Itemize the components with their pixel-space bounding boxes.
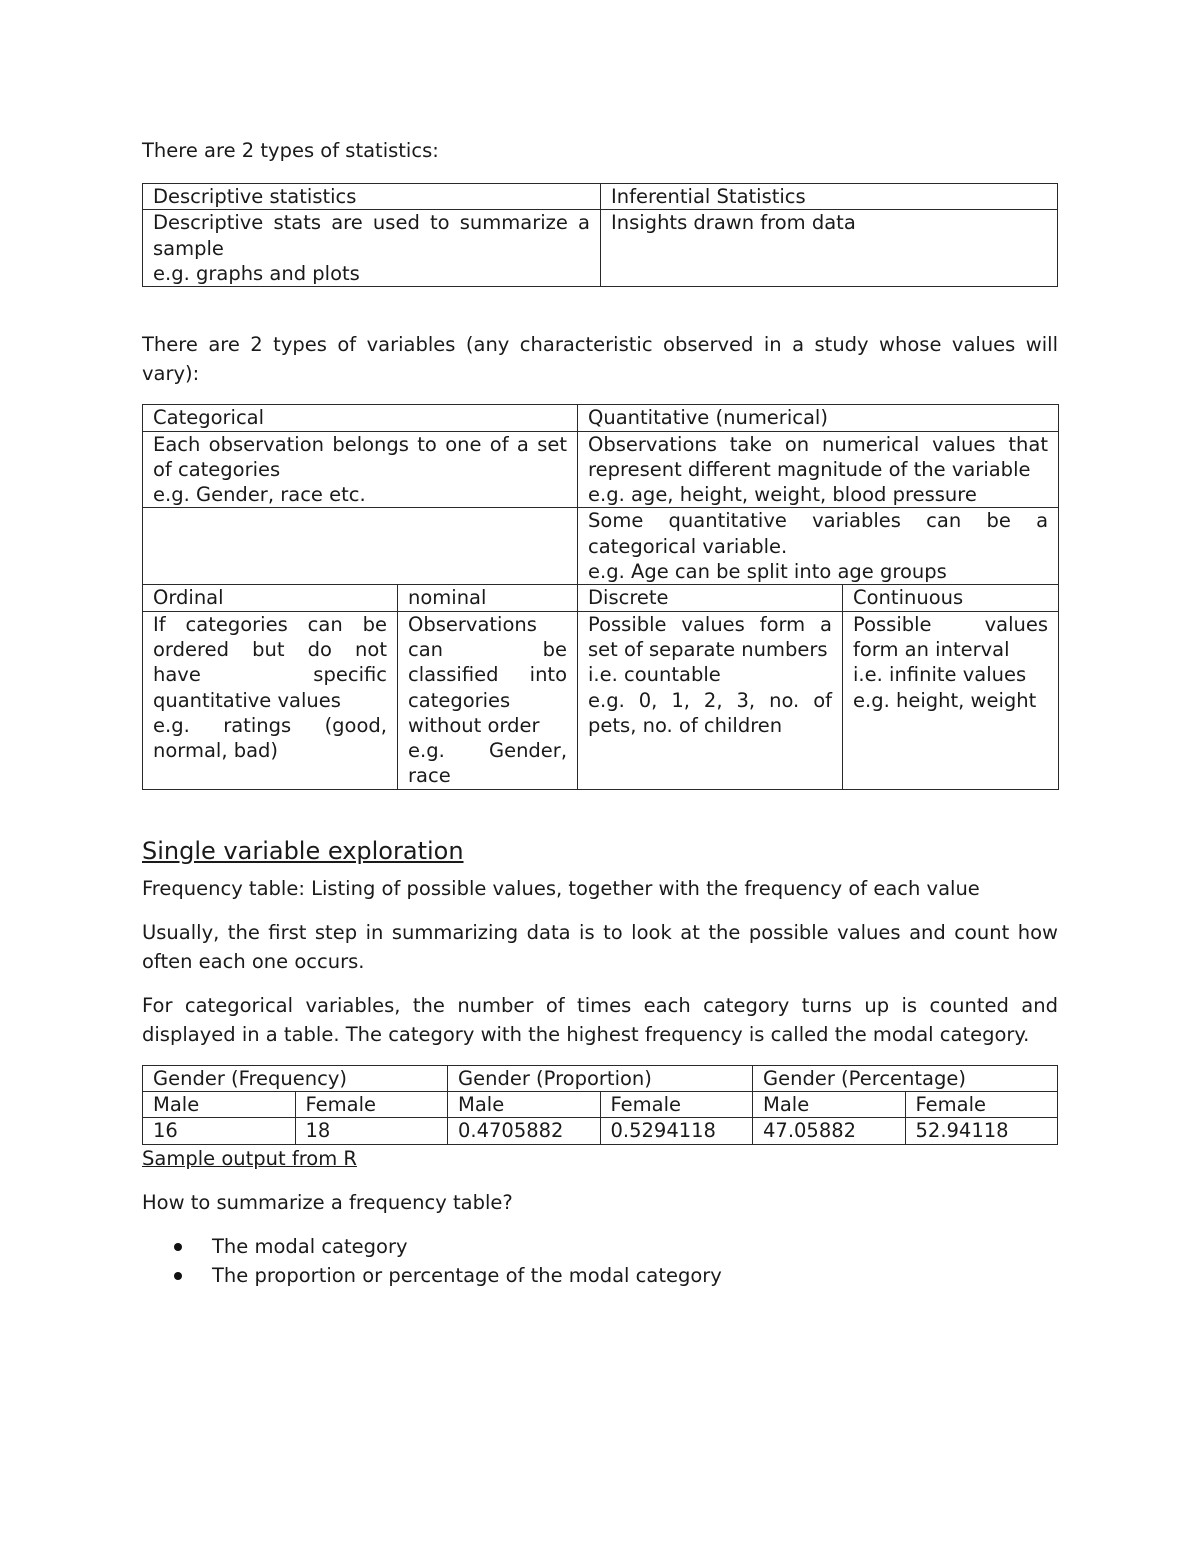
table-row [143,184,1058,210]
table-caption: Sample output from R [142,1146,357,1170]
descriptive-desc: Descriptive stats are used to summarize a sample [153,211,590,260]
table-header-categorical: Categorical [143,405,578,431]
quantitative-note-example: e.g. Age can be split into age groups [588,560,947,584]
table-cell-empty [143,508,578,585]
list-item-text: The modal category [212,1234,408,1258]
ordinal-example: e.g. ratings (good, normal, bad) [153,713,387,763]
table-row [143,210,1058,287]
descriptive-example: e.g. graphs and plots [153,261,360,285]
table-header-percentage: Gender (Percentage) [753,1065,1058,1091]
list-item-text: The proportion or percentage of the modal category [212,1263,722,1287]
table-subheader: Male [143,1092,296,1118]
table-row [143,585,1059,611]
table-row [143,1118,1058,1144]
intro-variables: There are 2 types of variables (any characteristic observed in a study whose values will vary): [142,333,1058,386]
table-header-discrete: Discrete [578,585,843,611]
table-row [143,611,1059,789]
inferential-desc: Insights drawn from data [611,211,856,235]
gender-frequency-table [142,1065,1058,1145]
table-cell-ordinal [143,611,398,789]
discrete-ie: i.e. countable [588,663,721,687]
table-cell-continuous [843,611,1059,789]
table-cell-discrete [578,611,843,789]
table-header-continuous: Continuous [843,585,1059,611]
variable-types-table [142,404,1059,789]
quantitative-example: e.g. age, height, weight, blood pressure [588,483,977,507]
table-cell-quantitative-note [578,508,1059,585]
paragraph-first-step: Usually, the first step in summarizing data is to look at the possible values and count how often each one occurs. [142,920,1058,973]
table-cell: 0.5294118 [600,1118,753,1144]
categorical-example: e.g. Gender, race etc. [153,483,366,507]
table-row [143,1092,1058,1118]
table-row [143,431,1059,508]
table-cell-inferential [601,210,1058,287]
statistics-types-table [142,183,1058,287]
table-header-proportion: Gender (Proportion) [448,1065,753,1091]
list-item [142,1261,1058,1290]
table-header-quantitative: Quantitative (numerical) [578,405,1059,431]
table-cell: 18 [295,1118,448,1144]
discrete-example: e.g. 0, 1, 2, 3, no. of pets, no. of children [588,688,833,737]
table-row [143,405,1059,431]
table-header-ordinal: Ordinal [143,585,398,611]
nominal-example: e.g. Gender, race [408,739,568,788]
table-row [143,1065,1058,1091]
paragraph-categorical: For categorical variables, the number of times each category turns up is counted and displayed in a table. The category with the highest frequency is called the modal category. [142,993,1058,1046]
table-cell: 16 [143,1118,296,1144]
table-cell: 0.4705882 [448,1118,601,1144]
quantitative-note: Some quantitative variables can be a categorical variable. [588,509,1049,558]
quantitative-desc: Observations take on numerical values that represent different magnitude of the variable [588,432,1049,481]
continuous-example: e.g. height, weight [853,688,1037,712]
list-item [142,1232,1058,1261]
continuous-ie: i.e. infinite values [853,663,1027,687]
bullet-list [142,1232,1058,1290]
bullet-icon [174,1272,182,1280]
table-header-frequency: Gender (Frequency) [143,1065,448,1091]
discrete-desc: Possible values form a set of separate numbers [588,612,833,661]
table-row [143,508,1059,585]
table-subheader: Male [448,1092,601,1118]
table-subheader: Female [905,1092,1058,1118]
table-subheader: Female [600,1092,753,1118]
table-header-descriptive: Descriptive statistics [143,184,601,210]
paragraph-frequency-table: Frequency table: Listing of possible values, together with the frequency of each value [142,876,980,900]
table-subheader: Male [753,1092,906,1118]
table-cell-nominal [398,611,578,789]
table-cell: 47.05882 [753,1118,906,1144]
bullet-icon [174,1243,182,1251]
categorical-desc: Each observation belongs to one of a set of categories [153,432,568,481]
intro-statistics: There are 2 types of statistics: [142,139,439,162]
table-cell: 52.94118 [905,1118,1058,1144]
table-subheader: Female [295,1092,448,1118]
table-cell-categorical [143,431,578,508]
ordinal-desc: If categories can be ordered but do not have specific quantitative values [153,612,387,712]
table-header-nominal: nominal [398,585,578,611]
question-text: How to summarize a frequency table? [142,1190,513,1214]
table-header-inferential: Inferential Statistics [601,184,1058,210]
document-content [142,138,1058,1290]
table-cell-descriptive [143,210,601,287]
table-cell-quantitative [578,431,1059,508]
continuous-desc: Possible values form an interval [853,612,1049,661]
section-heading: Single variable exploration [142,836,464,865]
nominal-desc: Observations can be classified into categories without order [408,612,568,737]
